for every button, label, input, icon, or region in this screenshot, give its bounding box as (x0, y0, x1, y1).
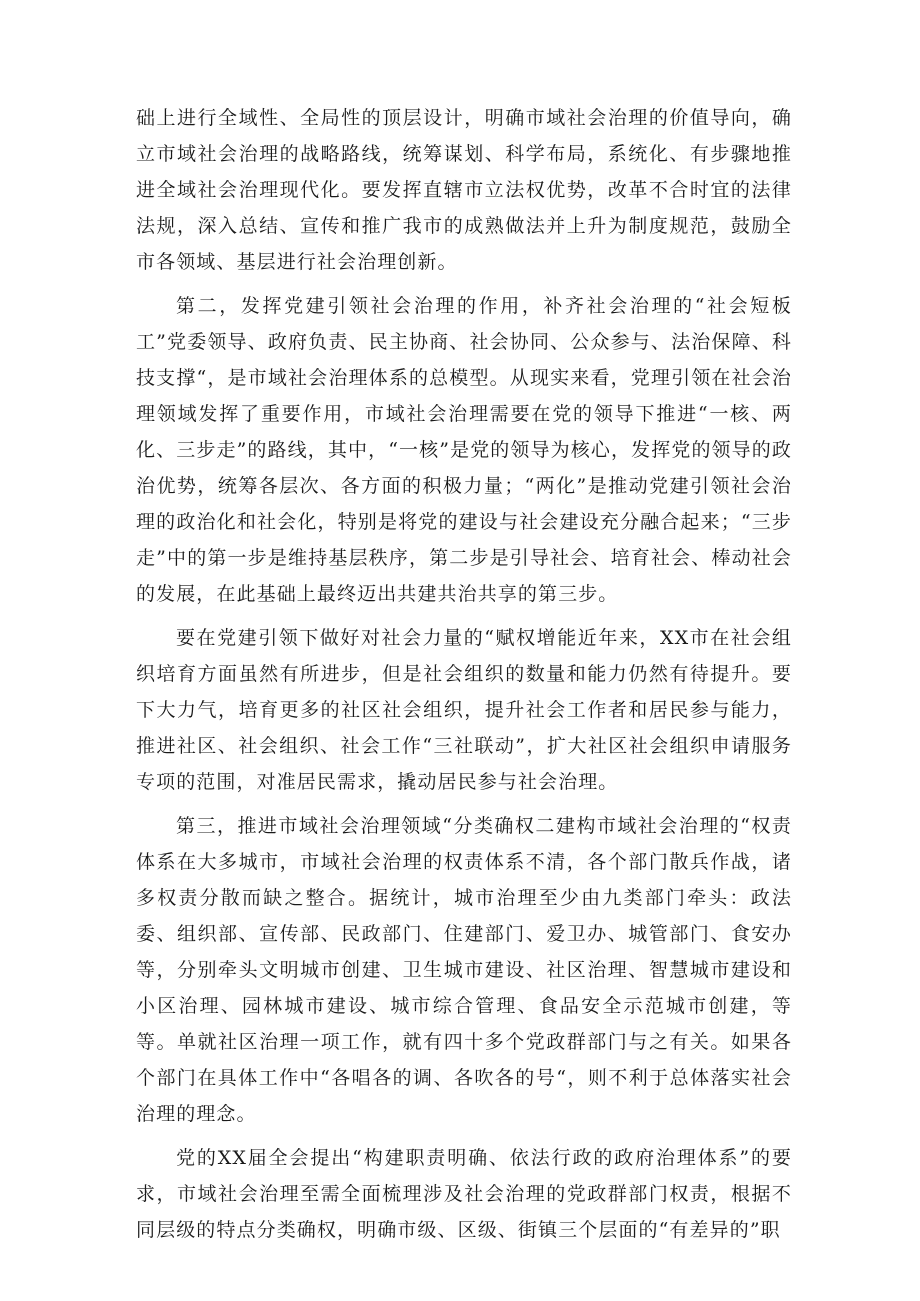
paragraph-1: 础上进行全域性、全局性的顶层设计，明确市域社会治理的价值导向，确立市域社会治理的战略路线，统筹谋划、科学布局，系统化、有步骤地推进全域社会治理现代化。要发挥直辖市立法权优势，改革不合时宜的法律法规，深入总结、宣传和推广我市的成熟做法并上升为制度规范，鼓励全市各领域、基层进行社会治理创新。 (136, 107, 792, 273)
document-body (136, 100, 792, 1248)
paragraph-2: 第二，发挥党建引领社会治理的作用，补齐社会治理的“社会短板工”党委领导、政府负责、民主协商、社会协同、公众参与、法治保障、科技支撑“，是市域社会治理体系的总模型。从现实来看，党理引领在社会治理领域发挥了重要作用，市域社会治理需要在党的领导下推进“一核、两化、三步走”的路线，其中，“一核”是党的领导为核心，发挥党的领导的政治优势，统筹各层次、各方面的积极力量；“两化”是推动党建引领社会治理的政治化和社会化，特别是将党的建设与社会建设充分融合起来；“三步走”中的第一步是维持基层秩序，第二步是引导社会、培育社会、棒动社会的发展，在此基础上最终迈出共建共治共享的第三步。 (136, 295, 792, 605)
paragraph-5: 党的XX届全会提出“构建职责明确、依法行政的政府治理体系”的要求，市域社会治理至需全面梳理涉及社会治理的党政群部门权责，根据不同层级的特点分类确权，明确市级、区级、街镇三个层面的“有差异的”职 (136, 1147, 792, 1241)
paragraph-3: 要在党建引领下做好对社会力量的“赋权增能近年来，XX市在社会组织培育方面虽然有所进步，但是社会组织的数量和能力仍然有待提升。要下大力气，培育更多的社区社会组织，提升社会工作者和居民参与能力，推进社区、社会组织、社会工作“三社联动”，扩大社区社会组织申请服务专项的范围，对准居民需求，撬动居民参与社会治理。 (136, 627, 792, 793)
paragraph-4: 第三，推进市域社会治理领域“分类确权二建构市域社会治理的“权责体系在大多城市，市域社会治理的权责体系不清，各个部门散兵作战，诸多权责分散而缺之整合。据统计，城市治理至少由九类部门牵头：政法委、组织部、宣传部、民政部门、住建部门、爱卫办、城管部门、食安办等，分别牵头文明城市创建、卫生城市建设、社区治理、智慧城市建设和小区治理、园林城市建设、城市综合管理、食品安全示范城市创建，等等。单就社区治理一项工作，就有四十多个党政群部门与之有关。如果各个部门在具体工作中“各唱各的调、各吹各的号“，则不利于总体落实社会治理的理念。 (136, 815, 792, 1125)
